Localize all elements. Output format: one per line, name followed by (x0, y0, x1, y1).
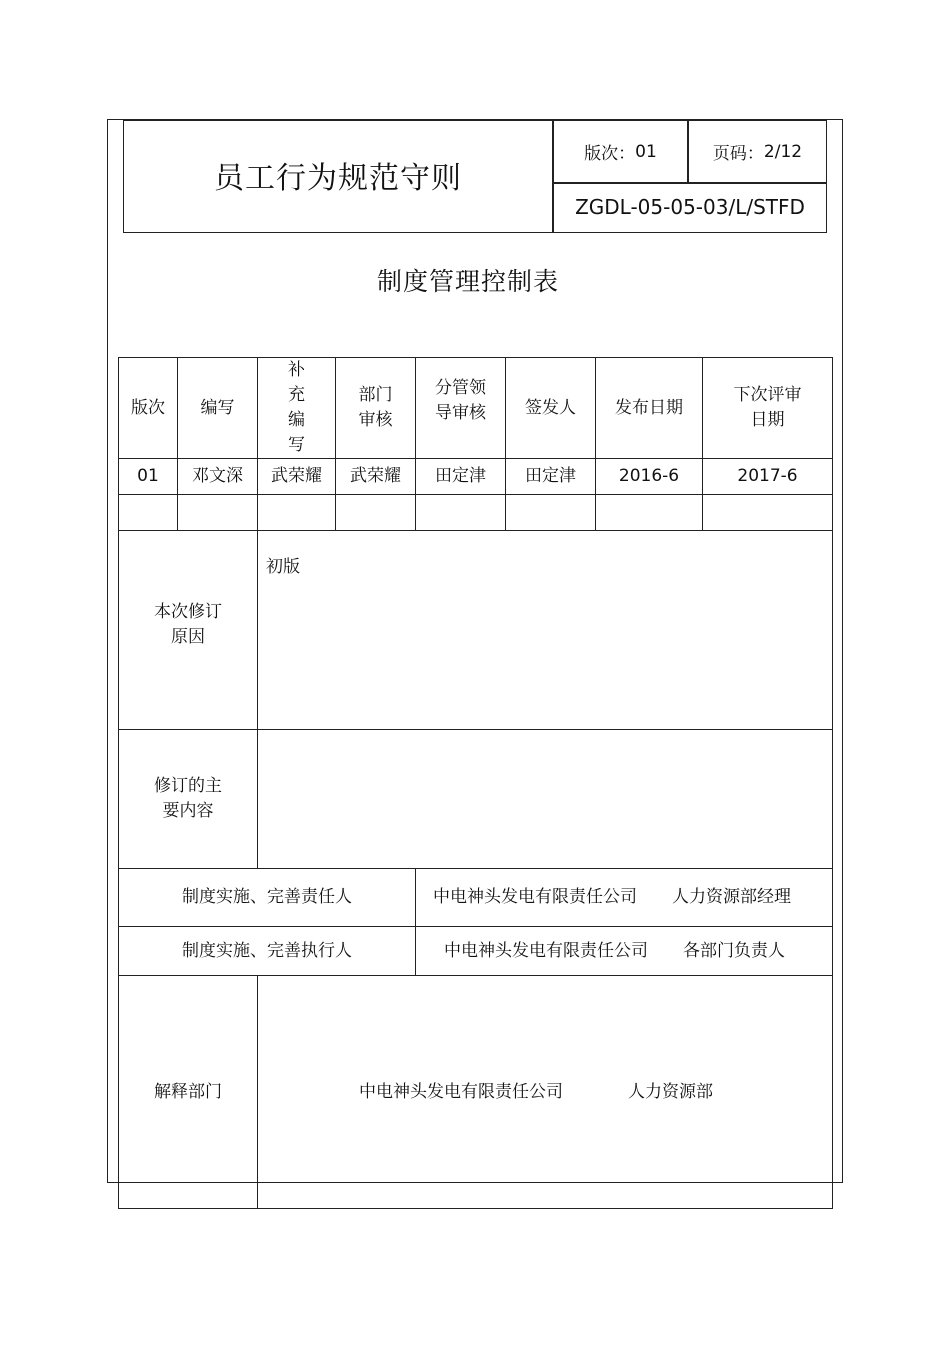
table-cell (258, 495, 336, 531)
column-header: 发布日期 (596, 358, 703, 459)
executor-role: 各部门负责人 (683, 940, 785, 961)
table-cell (703, 495, 833, 531)
page-value: 2/12 (763, 141, 803, 162)
responsible-role: 人力资源部经理 (672, 887, 791, 907)
interpretation-row (119, 976, 833, 1209)
executor-row (119, 927, 833, 976)
interpretation-label: 解释部门 (119, 976, 258, 1209)
table-header-row (119, 358, 833, 459)
table-cell: 邓文深 (178, 459, 258, 495)
table-cell (416, 495, 506, 531)
revision-content-value (258, 730, 833, 869)
revision-reason-label: 本次修订原因 (119, 531, 258, 730)
control-table-title: 制度管理控制表 (376, 267, 559, 296)
responsible-company: 中电神头发电有限责任公司 (433, 887, 637, 907)
control-table (118, 357, 833, 1209)
table-cell (178, 495, 258, 531)
table-row (119, 459, 833, 495)
table-cell: 2016-6 (596, 459, 703, 495)
executor-value (416, 927, 833, 976)
table-cell: 田定津 (506, 459, 596, 495)
column-header: 部门审核 (336, 358, 416, 459)
page-label: 页码： (712, 144, 764, 164)
interpretation-dept: 人力资源部 (628, 1081, 713, 1102)
document-title: 员工行为规范守则 (214, 160, 462, 196)
revision-content-label: 修订的主要内容 (119, 730, 258, 869)
revision-reason-row (119, 531, 833, 730)
responsible-row (119, 869, 833, 927)
interpretation-value (258, 976, 833, 1209)
page-number-field (689, 121, 826, 182)
column-header: 分管领导审核 (416, 358, 506, 459)
interpretation-company: 中电神头发电有限责任公司 (359, 1081, 563, 1102)
table-row (119, 495, 833, 531)
column-header: 补充编写 (258, 358, 336, 459)
table-cell: 田定津 (416, 459, 506, 495)
version-value: 01 (635, 141, 657, 162)
column-header: 下次评审日期 (703, 358, 833, 459)
version-field (554, 121, 687, 182)
table-cell: 2017-6 (703, 459, 833, 495)
table-cell: 武荣耀 (258, 459, 336, 495)
column-header: 签发人 (506, 358, 596, 459)
revision-reason-value: 初版 (258, 531, 833, 730)
table-cell: 01 (119, 459, 178, 495)
column-header: 编写 (178, 358, 258, 459)
column-header: 版次 (119, 358, 178, 459)
revision-content-row (119, 730, 833, 869)
executor-company: 中电神头发电有限责任公司 (444, 940, 648, 961)
responsible-label: 制度实施、完善责任人 (119, 869, 416, 927)
document-header (123, 120, 827, 233)
table-cell (119, 495, 178, 531)
table-cell: 武荣耀 (336, 459, 416, 495)
executor-label: 制度实施、完善执行人 (119, 927, 416, 976)
table-cell (506, 495, 596, 531)
table-cell (596, 495, 703, 531)
table-cell (336, 495, 416, 531)
document-code: ZGDL-05-05-03/L/STFD (575, 194, 805, 219)
responsible-value (416, 869, 833, 927)
version-label: 版次： (584, 144, 636, 164)
